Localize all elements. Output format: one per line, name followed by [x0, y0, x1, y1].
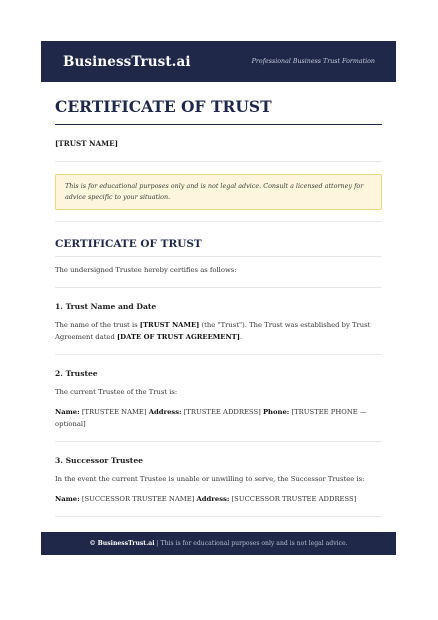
intro-text: The undersigned Trustee hereby certifies as follows: [55, 266, 237, 274]
successor-details [55, 493, 382, 505]
section-3-heading: 3. Successor Trustee [55, 456, 143, 465]
trustee-address-label: Address: [148, 408, 182, 416]
trustee-name-label: Name: [55, 408, 80, 416]
section-3-lead: In the event the current Trustee is unable or unwilling to serve, the Successor Trustee is: [55, 475, 365, 483]
section-1-heading: 1. Trust Name and Date [55, 302, 157, 311]
site-footer [41, 532, 396, 555]
trustee-details [55, 406, 382, 430]
section-1-text-c: . [239, 333, 243, 341]
divider [55, 516, 382, 517]
certificate-page [41, 41, 396, 555]
trustee-name-value: [TRUSTEE NAME] [79, 408, 149, 416]
divider [55, 441, 382, 442]
document-body [41, 97, 396, 517]
trustee-address-value: [TRUSTEE ADDRESS] [181, 408, 263, 416]
section-title: CERTIFICATE OF TRUST [55, 238, 382, 257]
disclaimer-notice: This is for educational purposes only and is not legal advice. Consult a licensed attorney for advice specific to your situation. [55, 174, 382, 210]
trust-date-field: [DATE OF TRUST AGREEMENT] [116, 333, 240, 341]
trustee-phone-label: Phone: [262, 408, 290, 416]
section-1-text-b: (the "Trust"). The Trust was established by Trust Agreement dated [55, 321, 371, 341]
successor-address-value: [SUCCESSOR TRUSTEE ADDRESS] [229, 495, 357, 503]
footer-note: | This is for educational purposes only and is not legal advice. [156, 540, 348, 547]
trust-name-field: [TRUST NAME] [139, 321, 200, 329]
section-2-heading: 2. Trustee [55, 369, 98, 378]
page-title: CERTIFICATE OF TRUST [55, 97, 382, 125]
successor-name-label: Name: [55, 495, 80, 503]
section-1-text-a: The name of the trust is [55, 321, 140, 329]
brand-tagline: Professional Business Trust Formation [251, 58, 375, 65]
successor-name-value: [SUCCESSOR TRUSTEE NAME] [79, 495, 197, 503]
section-1-text [55, 319, 382, 343]
divider [55, 354, 382, 355]
divider [55, 221, 382, 222]
brand-logo[interactable]: BusinessTrust.ai [63, 53, 191, 70]
divider [55, 287, 382, 288]
section-2-lead: The current Trustee of the Trust is: [55, 388, 178, 396]
site-header [41, 41, 396, 82]
trust-name-placeholder: [TRUST NAME] [55, 139, 382, 162]
trustee-phone-value: [TRUSTEE PHONE — optional] [55, 408, 367, 428]
successor-address-label: Address: [196, 495, 230, 503]
footer-copyright: © BusinessTrust.ai [89, 540, 155, 547]
